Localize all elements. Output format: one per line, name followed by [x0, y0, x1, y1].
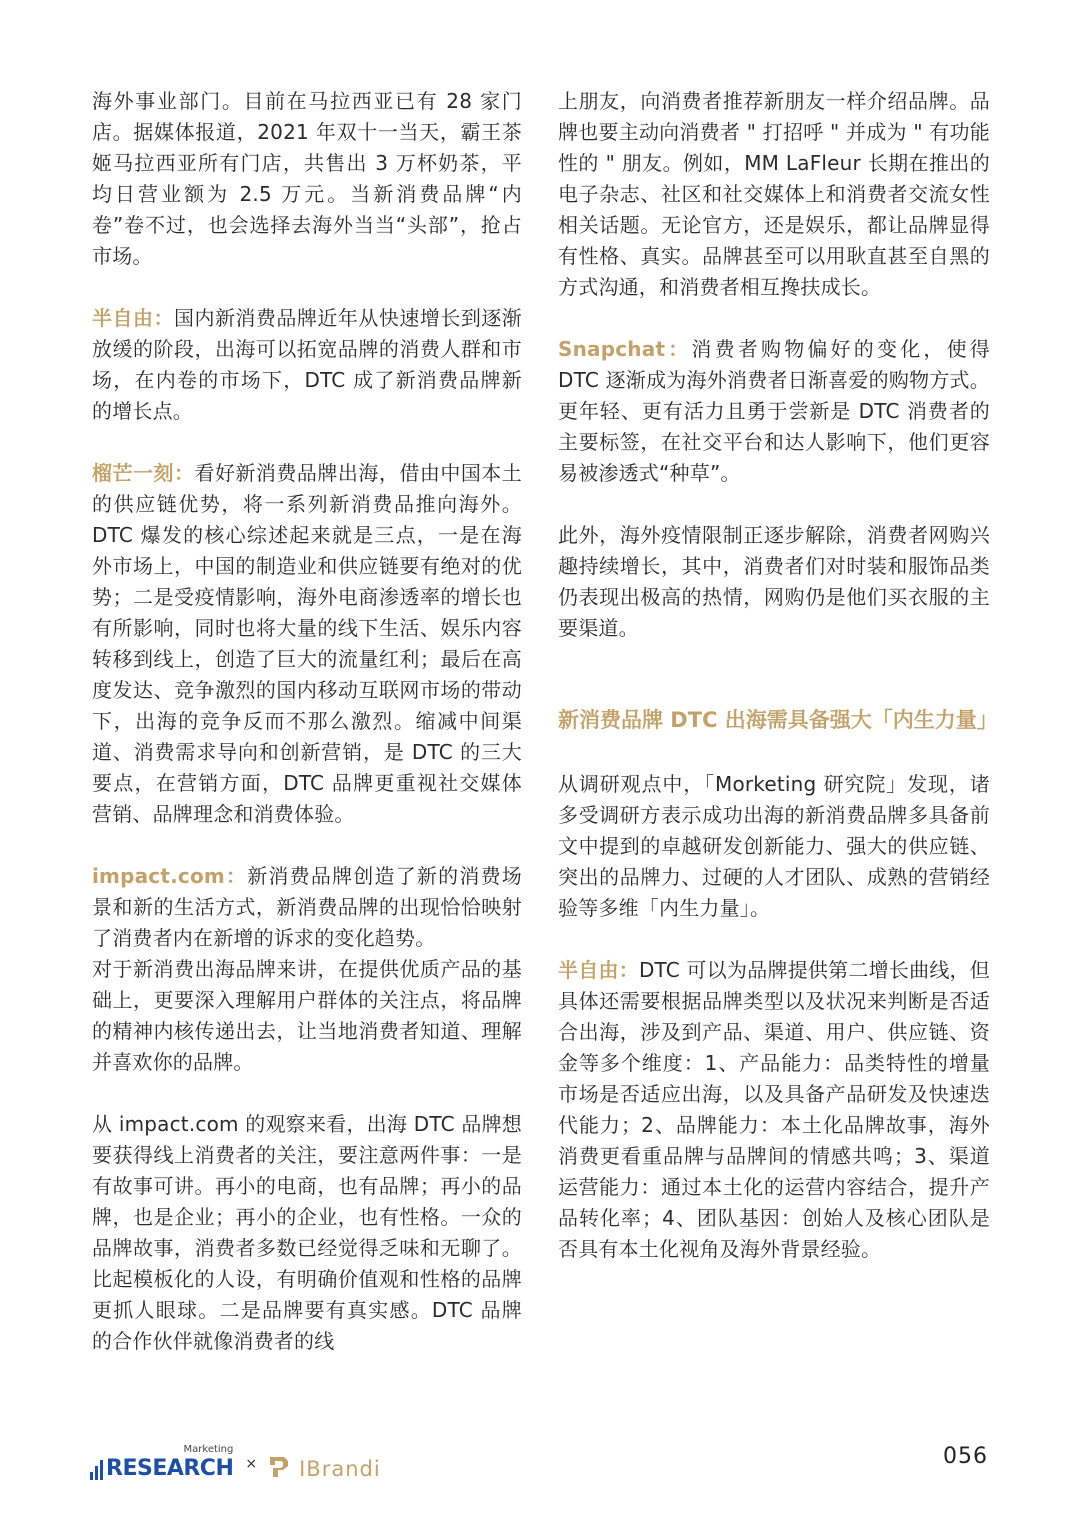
paragraph: 半自由：DTC 可以为品牌提供第二增长曲线，但具体还需要根据品牌类型以及状况来判断是否适合出海，涉及到产品、渠道、用户、供应链、资金等多个维度：1、产品能力：品类特性的增量市场是否适应出海，以及具备产品研发及快速迭代能力；2、品牌能力：本土化品牌故事，海外消费更看重品牌与品牌间的情感共鸣；3、渠道运营能力：通过本土化的运营内容结合，提升产品转化率；4、团队基因：创始人及核心团队是否具有本土化视角及海外背景经验。: [558, 958, 990, 1261]
paragraph: 对于新消费出海品牌来讲，在提供优质产品的基础上，更要深入理解用户群体的关注点，将品牌的精神内核传递出去，让当地消费者知道、理解并喜欢你的品牌。: [92, 957, 522, 1074]
page-number: 056: [943, 1444, 988, 1469]
research-logo: [90, 1444, 234, 1481]
times-sign: ×: [245, 1456, 258, 1472]
paragraph: 上朋友，向消费者推荐新朋友一样介绍品牌。品牌也要主动向消费者 " 打招呼 " 并成为 " 有功能性的 " 朋友。例如，MM LaFleur 长期在推出的电子杂志、社区和社交媒体上和消费者交流女性相关话题。无论官方，还是娱乐，都让品牌显得有性格、真实。品牌甚至可以用耿直甚至自黑的方式沟通，和消费者相互搀扶成长。: [558, 89, 990, 299]
research-logo-text: RESEARCH: [106, 1456, 234, 1481]
paragraph: 榴芒一刻：看好新消费品牌出海，借由中国本土的供应链优势，将一系列新消费品推向海外。DTC 爆发的核心综述起来就是三点，一是在海外市场上，中国的制造业和供应链要有绝对的优势；二是受疫情影响，海外电商渗透率的增长也有所影响，同时也将大量的线下生活、娱乐内容转移到线上，创造了巨大的流量红利；最后在高度发达、竞争激烈的国内移动互联网市场的带动下，出海的竞争反而不那么激烈。缩减中间渠道、消费需求导向和创新营销，是 DTC 的三大要点，在营销方面，DTC 品牌更重视社交媒体营销、品牌理念和消费体验。: [92, 461, 523, 826]
paragraph: 此外，海外疫情限制正逐步解除，消费者网购兴趣持续增长，其中，消费者们对时装和服饰品类仍表现出极高的热情，网购仍是他们买衣服的主要渠道。: [558, 523, 990, 640]
speaker-label: impact.com：: [92, 864, 248, 888]
paragraph: 从调研观点中，「Morketing 研究院」发现，诸多受调研方表示成功出海的新消费品牌多具备前文中提到的卓越研发创新能力、强大的供应链、突出的品牌力、过硬的人才团队、成熟的营销经验等多维「内生力量」。: [558, 772, 990, 920]
ibrandi-logo-text: IBrandi: [299, 1457, 381, 1481]
bar-chart-icon: [90, 1458, 103, 1480]
left-column: [92, 86, 522, 1388]
speaker-label: 半自由：: [558, 958, 639, 982]
paragraph: 海外事业部门。目前在马拉西亚已有 28 家门店。据媒体报道，2021 年双十一当天，霸王茶姬马拉西亚所有门店，共售出 3 万杯奶茶，平均日营业额为 2.5 万元。当新消费品牌“内卷”卷不过，也会选择去海外当当“头部”，抢占市场。: [92, 89, 522, 268]
section-heading: 新消费品牌 DTC 出海需具备强大「内生力量」: [558, 708, 998, 732]
paragraph: Snapchat：消费者购物偏好的变化，使得 DTC 逐渐成为海外消费者日渐喜爱的购物方式。更年轻、更有活力且勇于尝新是 DTC 消费者的主要标签，在社交平台和达人影响下，他们更容易被渗透式“种草”。: [558, 337, 990, 485]
paragraph: 半自由：国内新消费品牌近年从快速增长到逐渐放缓的阶段，出海可以拓宽品牌的消费人群和市场，在内卷的市场下，DTC 成了新消费品牌新的增长点。: [92, 306, 522, 423]
speaker-label: 半自由：: [92, 306, 174, 330]
marketing-label: Marketing: [183, 1444, 234, 1455]
paragraph: 从 impact.com 的观察来看，出海 DTC 品牌想要获得线上消费者的关注，要注意两件事：一是有故事可讲。再小的电商，也有品牌；再小的品牌，也是企业；再小的企业，也有性格。一众的品牌故事，消费者多数已经觉得乏味和无聊了。比起模板化的人设，有明确价值观和性格的品牌更抓人眼球。二是品牌要有真实感。DTC 品牌的合作伙伴就像消费者的线: [92, 1112, 522, 1353]
footer-logos: [90, 1440, 381, 1480]
ibrandi-logo: [267, 1454, 381, 1480]
right-column: [558, 86, 998, 1296]
speaker-label: Snapchat：: [558, 337, 692, 361]
paragraph: impact.com：新消费品牌创造了新的消费场景和新的生活方式，新消费品牌的出现恰恰映射了消费者内在新增的诉求的变化趋势。: [92, 864, 522, 950]
ibrandi-mark-icon: [267, 1454, 291, 1480]
speaker-label: 榴芒一刻：: [92, 461, 195, 485]
